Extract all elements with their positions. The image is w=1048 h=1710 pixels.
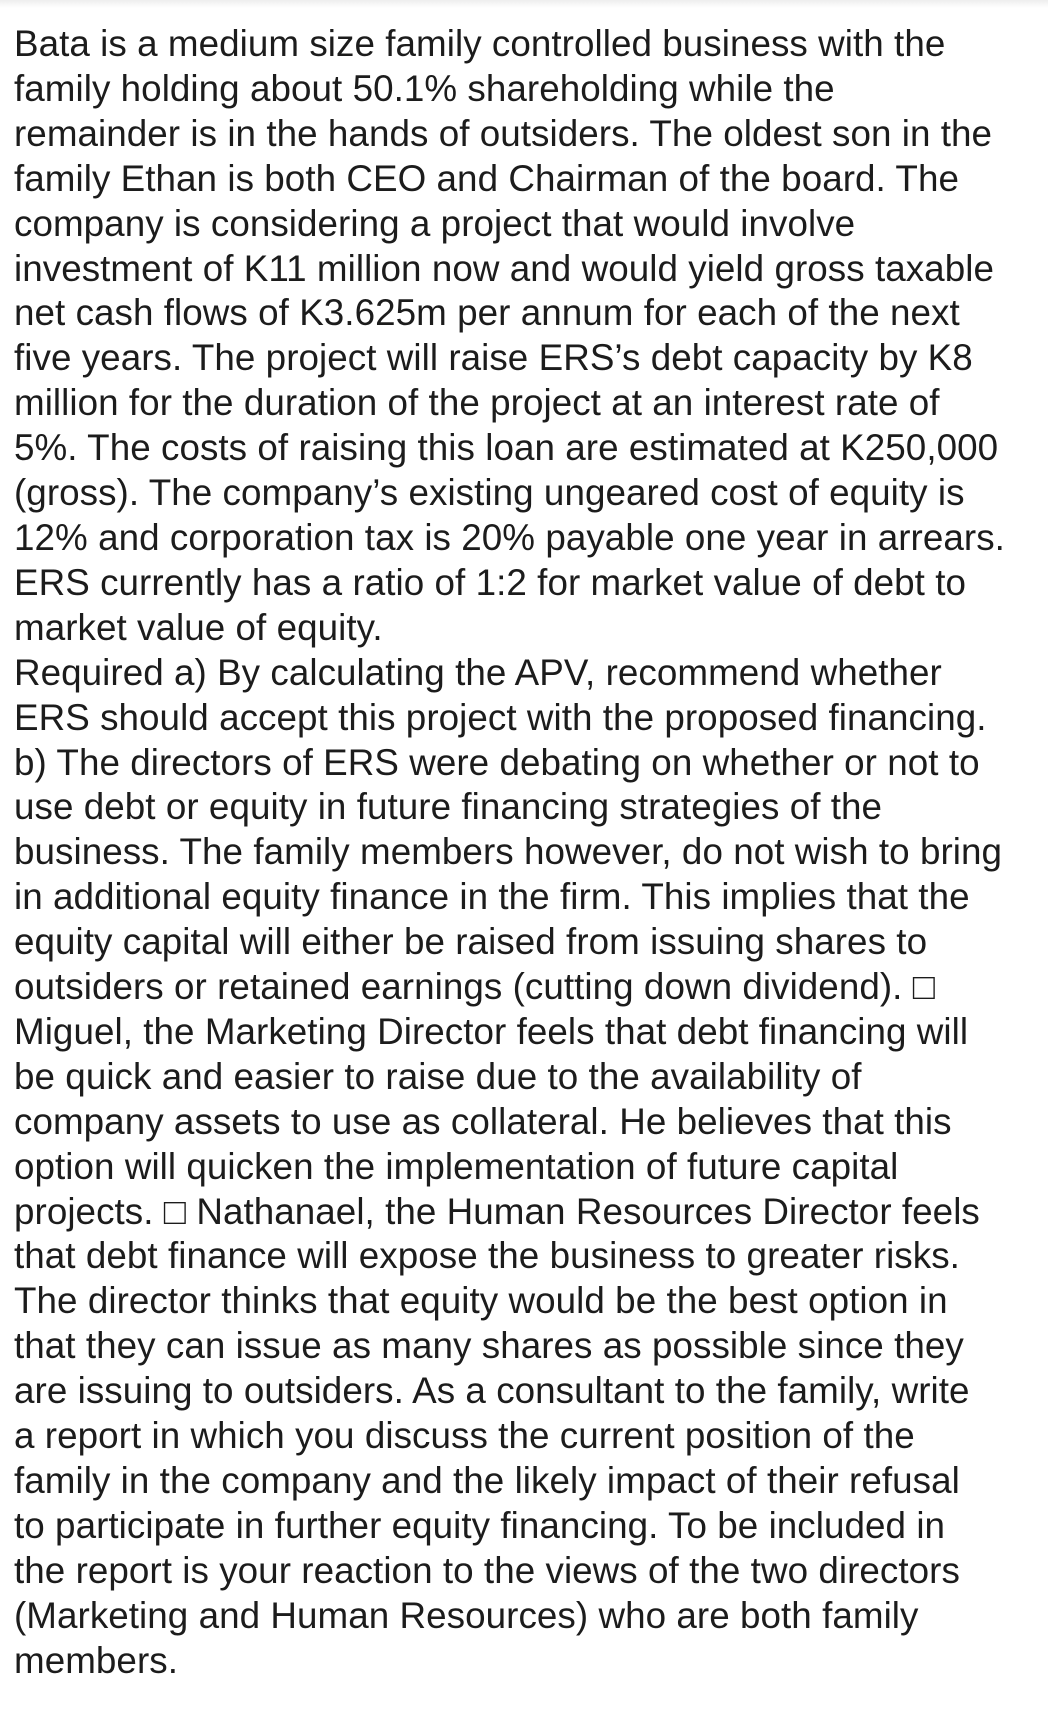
top-divider (0, 0, 1048, 8)
document-body (14, 22, 1040, 1684)
case-scenario-paragraph: Bata is a medium size family controlled business with the family holding about 50.1% shareholding while the remainder is in the hands of outsiders. The oldest son in the family Ethan is both CEO and Chairman of the board. The company is considering a project that would involve investment of K11 million now and would yield gross taxable net cash flows of K3.625m per annum for each of the next five years. The project will raise ERS’s debt capacity by K8 million for the duration of the project at an interest rate of 5%. The costs of raising this loan are estimated at K250,000 (gross). The company’s existing ungeared cost of equity is 12% and corporation tax is 20% payable one year in arrears. ERS currently has a ratio of 1:2 for market value of debt to market value of equity. (14, 23, 1005, 648)
requirements-paragraph: Required a) By calculating the APV, recommend whether ERS should accept this project with the proposed financing. b) The directors of ERS were debating on whether or not to use debt or equity in future financing strategies of the business. The family members however, do not wish to bring in additional equity finance in the firm. This implies that the equity capital will either be raised from issuing shares to outsiders or retained earnings (cutting down dividend). □ Miguel, the Marketing Director feels that debt financing will be quick and easier to raise due to the availability of company assets to use as collateral. He believes that this option will quicken the implementation of future capital projects. □ Nathanael, the Human Resources Director feels that debt finance will expose the business to greater risks. The director thinks that equity would be the best option in that they can issue as many shares as possible since they are issuing to outsiders. As a consultant to the family, write a report in which you discuss the current position of the family in the company and the likely impact of their refusal to participate in further equity financing. To be included in the report is your reaction to the views of the two directors (Marketing and Human Resources) who are both family members. (14, 651, 1003, 1681)
